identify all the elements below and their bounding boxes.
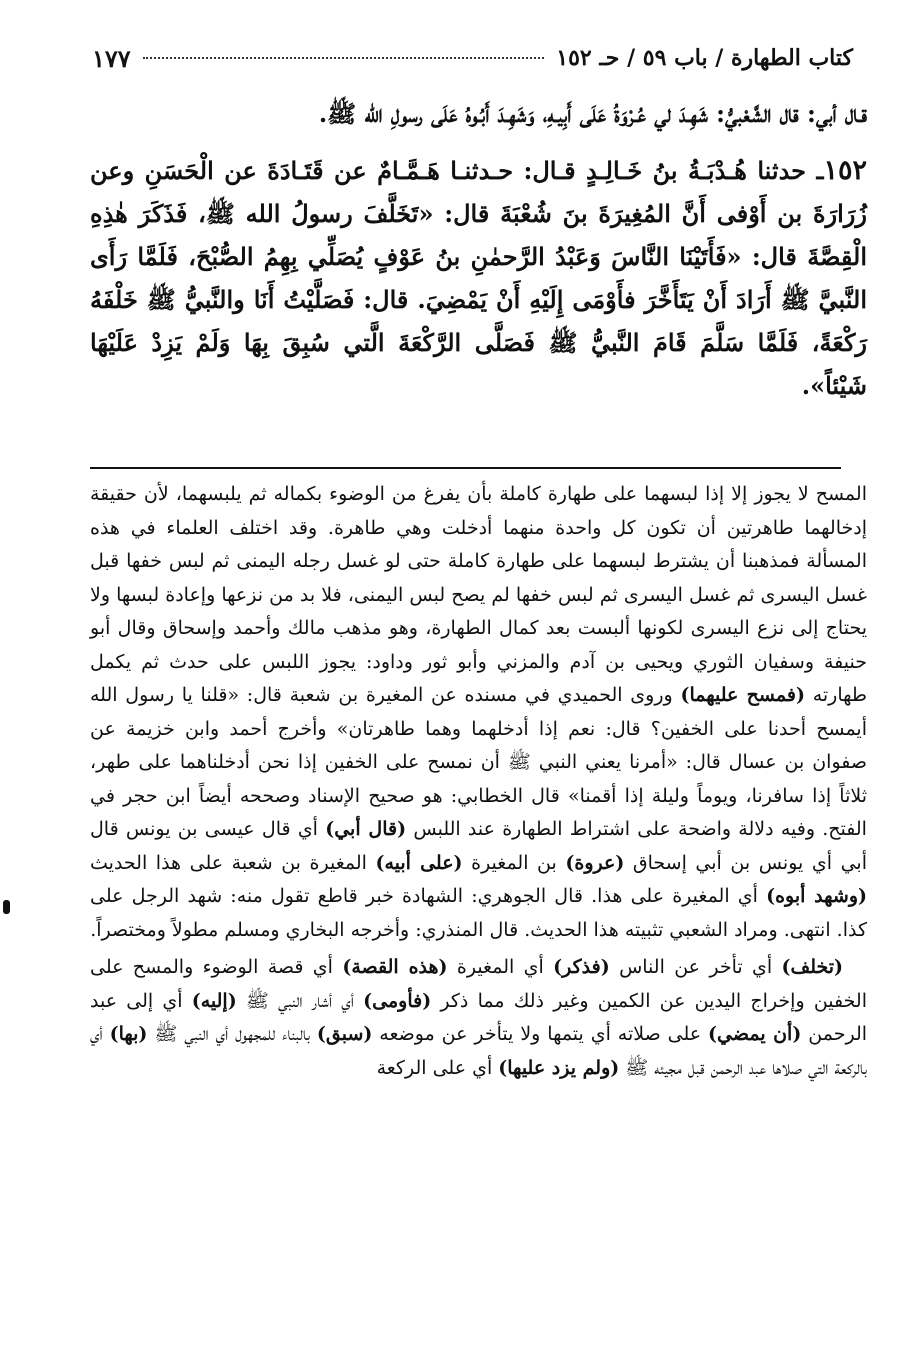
commentary-text: بالبناء للمجهول أي النبي ﷺ [154,1023,310,1045]
hadith-body: ـ حدثنا هُـدْبَـةُ بنُ خَـالِـدٍ قـال: حـدثنـا هَـمَّـامٌ عن قَتَـادَةَ عن الْحَسَنِ وعن زُرَارَةَ بن أَوْفى أَنَّ المُغِيرَةَ بنَ شُعْبَةَ قال: «تَخَلَّفَ رسولُ الله ﷺ، فَذَكَرَ هٰذِهِ الْقِصَّةَ قال: «فَأَتَيْنَا النَّاسَ وَعَبْدُ الرَّحمٰنِ بنُ عَوْفٍ يُصَلِّي بِهِمُ الصُّبْحَ، فَلَمَّا رَأَى النَّبيَّ ﷺ أَرَادَ أَنْ يَتَأَخَّرَ فأَوْمَى إِلَيْهِ أَنْ يَمْضِيَ. قال: فَصَلَّيْتُ أَنَا والنَّبيُّ ﷺ خَلْفَهُ رَكْعَةً، فَلَمَّا سَلَّمَ قَامَ النَّبيُّ ﷺ فَصَلَّى الرَّكْعَةَ الَّتي سُبِقَ بِهَا وَلَمْ يَزِدْ عَلَيْهَا شَيْئاً». [90,156,867,400]
commentary-term: (فأومى) [363,989,432,1012]
commentary-term: (فمسح عليهما) [680,684,805,706]
header-title: كتاب الطهارة / باب ٥٩ / حـ ١٥٢ [556,45,853,71]
header-dot-leader [143,57,545,59]
commentary-text: وروى الحميدي في مسنده عن المغيرة بن شعبة قال: «قلنا يا رسول الله أيمسح أحدنا على الخفين؟ قال: نعم إذا أدخلهما وهما طاهرتان» وأخرج أحمد وابن خزيمة عن صفوان بن عسال قال: «أمرنا يعني النبي ﷺ أن نمسح على الخفين إذا نحن أدخلناهما على طهر، ثلاثاً إذا سافرنا، ويوماً وليلة إذا أقمنا» قال الخطابي: هو صحيح الإسناد وصححه أيضاً ابن حجر في الفتح. وفيه دلالة واضحة على اشتراط الطهارة عند اللبس [90,684,867,840]
commentary-paragraph-2 [90,951,867,1085]
running-header [92,38,853,78]
margin-ink-mark [3,900,10,914]
commentary-term: (إليه) [191,989,237,1012]
commentary-term: (على أبيه) [375,851,463,874]
commentary-term: (أن يمضي) [708,1023,802,1045]
commentary-term: (عروة) [565,851,625,874]
commentary-text: أي المغيرة على هذا. قال الجوهري: الشهادة خبر قاطع تقول منه: شهد الرجل على كذا. انتهى. ومراد الشعبي تثبيته هذا الحديث. قال المنذري: وأخرجه البخاري ومسلم مطولاً ومختصراً. [90,885,867,941]
commentary [90,478,867,1085]
commentary-text: المسح لا يجوز إلا إذا لبسهما على طهارة كاملة بأن يفرغ من الوضوء بكماله ثم يلبسهما، لأن حقيقة إدخالهما طاهرتين أن تكون كل واحدة منهما أدخلت وهي طاهرة. وقد اختلف العلماء في هذه المسألة فمذهبنا أن يشترط لبسهما على طهارة كاملة حتى لو غسل رجله اليمنى ثم لبس خفها قبل غسل اليسرى ثم غسل اليسرى ثم لبس خفها لم يصح لبس اليمنى، فلا بد من نزعها وإعادة لبسها ولا يحتاج إلى نزع اليسرى لكونها ألبست بعد كمال الطهارة، وهو مذهب مالك وأحمد وإسحاق وقال أبو حنيفة وسفيان الثوري ويحيى بن آدم والمزني وأبو ثور وداود: يجوز اللبس على حدث ثم يكمل طهارته [90,483,868,706]
commentary-term: (هذه القصة) [342,956,448,978]
commentary-text: أي قصة الوضوء والمسح على الخفين وإخراج اليدين عن الكمين وغير ذلك مما ذكر [90,956,867,1012]
commentary-term: (قال أبي) [325,818,407,840]
commentary-text: أي أشار النبي ﷺ [245,989,354,1012]
page-number: ١٧٧ [92,43,131,73]
commentary-text: بن المغيرة [471,851,557,874]
commentary-paragraph-1 [90,478,867,947]
commentary-term: (فذكر) [553,956,610,978]
commentary-text: أي المغيرة [456,956,544,978]
commentary-term: (ولم يزد عليها) [498,1056,620,1079]
commentary-term: (تخلف) [781,956,844,978]
commentary-text: أي تأخر عن الناس [619,956,773,978]
commentary-text: أي إلى عبد الرحمن [90,989,868,1045]
matn-paragraph-2 [90,149,867,407]
section-divider [90,467,841,469]
commentary-text: أي قال عيسى بن يونس قال أبي أي يونس بن أبي إسحاق [90,818,867,874]
hadith-text [90,92,867,421]
matn-paragraph-1: قـال أبي: قال الشَّعْبيُّ: شَهِـدَ لي عُـرْوَةُ عَلَى أَبِيـهِ، وَشَهِـدَ أَبُـوهُ عَلَى رسولِ الله ﷺ. [318,99,867,128]
commentary-term: (بها) [109,1023,148,1045]
commentary-text: أي على الركعة [376,1056,493,1079]
commentary-text: أي بالركعة التي صلاها عبد الرحمن قبل مجيئه ﷺ [90,1023,867,1079]
commentary-text: على صلاته أي يتمها ولا يتأخر عن موضعه [379,1023,702,1045]
commentary-term: (سبق) [316,1023,373,1045]
commentary-text: المغيرة بن شعبة على هذا الحديث [90,851,367,874]
hadith-number: ١٥٢ [823,155,867,186]
commentary-term: (وشهد أبوه) [766,885,867,907]
